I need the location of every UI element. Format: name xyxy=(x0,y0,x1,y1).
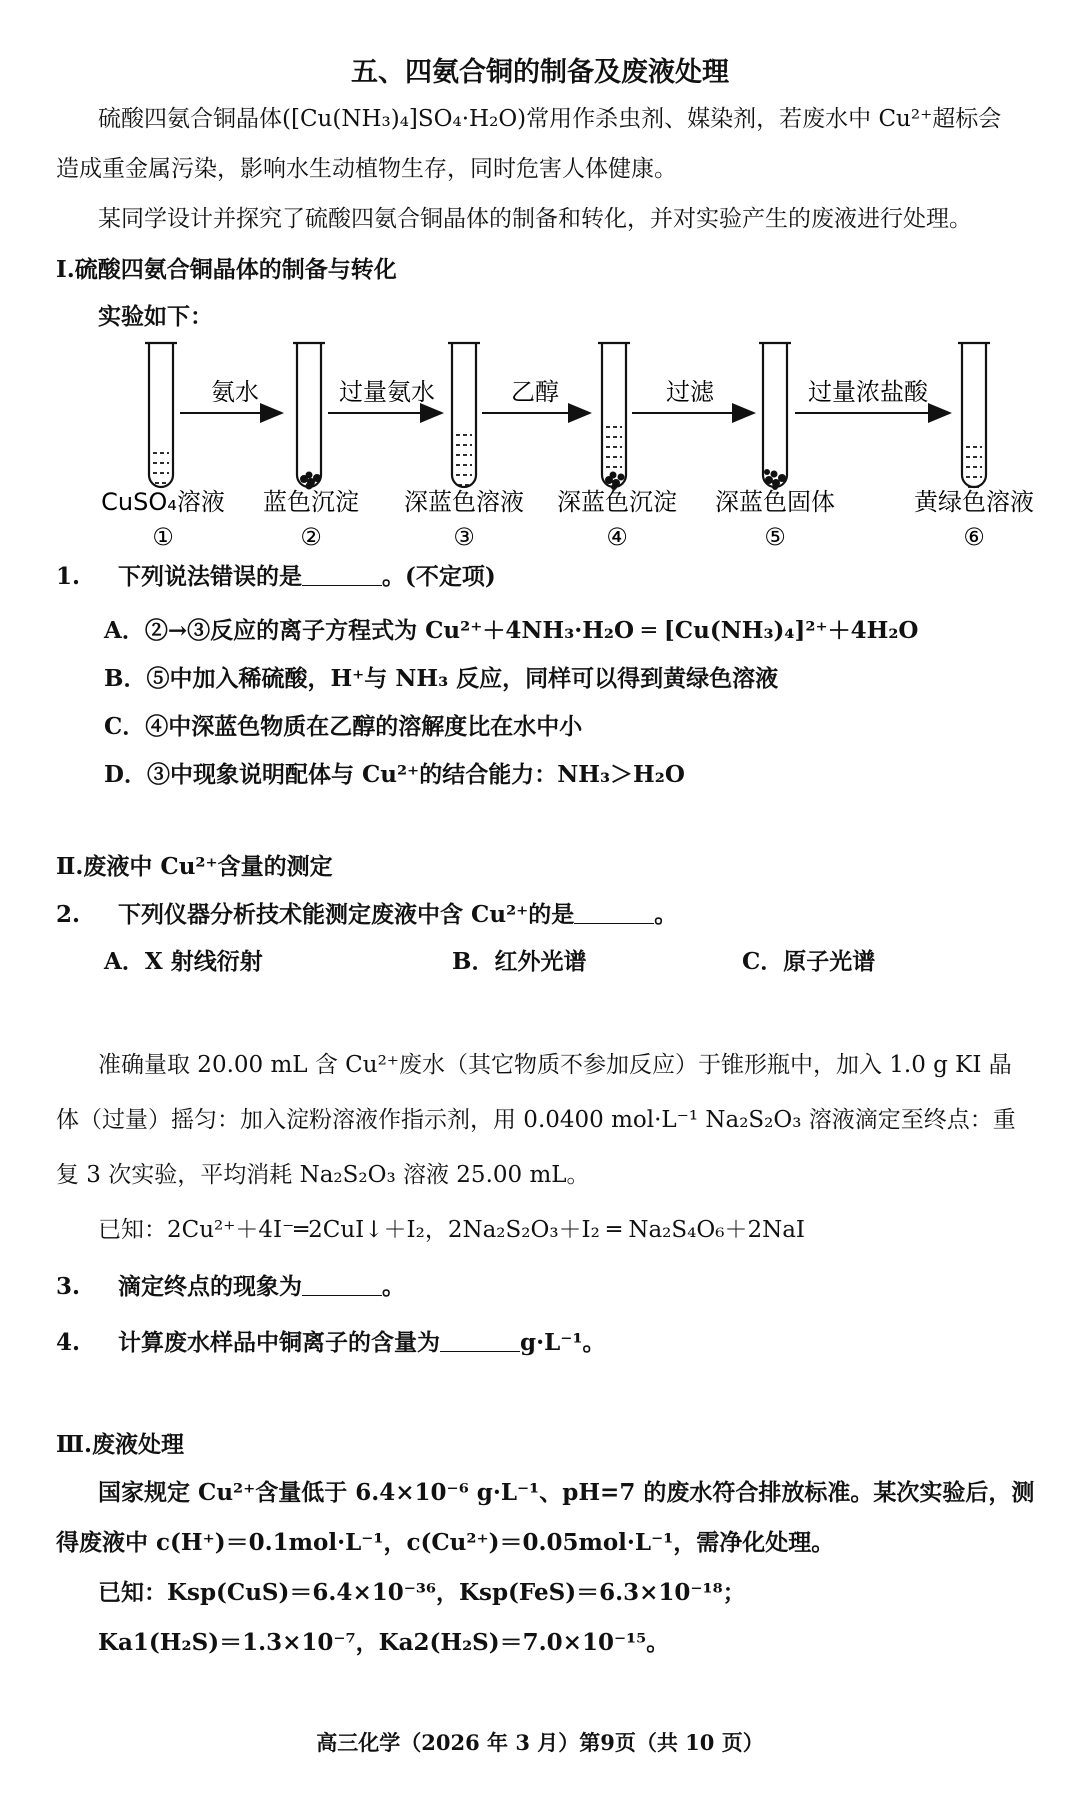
answer-blank-4[interactable] xyxy=(440,1329,520,1352)
tube-label-4: 深蓝色沉淀 xyxy=(557,488,677,516)
arrow-label-4: 过滤 xyxy=(666,378,714,406)
arrow-label-1: 氨水 xyxy=(211,378,259,406)
procedure-line-2: 体（过量）摇匀：加入淀粉溶液作指示剂，用 0.0400 mol·L⁻¹ Na₂S₂O₃ 溶液滴定至终点：重 xyxy=(56,1107,1016,1133)
tube-label-2: 蓝色沉淀 xyxy=(263,488,359,516)
procedure-line-1: 准确量取 20.00 mL 含 Cu²⁺废水（其它物质不参加反应）于锥形瓶中，加入 1.0 g KI 晶 xyxy=(98,1052,1012,1078)
arrow-label-5: 过量浓盐酸 xyxy=(808,378,928,406)
question-3-stem-end: 。 xyxy=(382,1273,406,1300)
tube-number-6: ⑥ xyxy=(963,523,985,551)
arrow-label-2: 过量氨水 xyxy=(339,378,435,406)
section-title: 五、四氨合铜的制备及废液处理 xyxy=(351,57,729,88)
experiment-label: 实验如下： xyxy=(98,303,213,330)
question-2-stem: 下列仪器分析技术能测定废液中含 Cu²⁺的是 xyxy=(118,901,575,928)
part1-heading: Ⅰ.硫酸四氨合铜晶体的制备与转化 xyxy=(56,256,397,283)
tube-label-1: CuSO₄溶液 xyxy=(101,488,225,516)
question-3 xyxy=(56,1272,405,1302)
procedure-known: 已知：2Cu²⁺＋4I⁻═2CuI↓＋I₂，2Na₂S₂O₃＋I₂ ═ Na₂S₄O₆＋2NaI xyxy=(98,1217,806,1243)
experiment-flow-diagram xyxy=(0,335,1080,555)
test-tube-1 xyxy=(145,343,177,487)
q1-option-a: A．②→③反应的离子方程式为 Cu²⁺＋4NH₃·H₂O ═ [Cu(NH₃)₄]²⁺＋4H₂O xyxy=(104,617,919,644)
arrow-label-3: 乙醇 xyxy=(511,378,559,406)
q1-option-b: B．⑤中加入稀硫酸，H⁺与 NH₃ 反应，同样可以得到黄绿色溶液 xyxy=(104,665,779,692)
question-2 xyxy=(56,900,677,930)
question-1-number: 1. xyxy=(56,563,81,590)
tube-number-1: ① xyxy=(152,523,174,551)
part3-known-1: 已知：Ksp(CuS)＝6.4×10⁻³⁶，Ksp(FeS)＝6.3×10⁻¹⁸； xyxy=(98,1579,746,1606)
question-4-stem-end: g·L⁻¹。 xyxy=(520,1329,606,1356)
part3-heading: Ⅲ.废液处理 xyxy=(56,1431,185,1458)
question-2-number: 2. xyxy=(56,901,81,928)
q1-option-c: C．④中深蓝色物质在乙醇的溶解度比在水中小 xyxy=(104,713,583,740)
tube-number-5: ⑤ xyxy=(764,523,786,551)
intro-line-3: 某同学设计并探究了硫酸四氨合铜晶体的制备和转化，并对实验产生的废液进行处理。 xyxy=(98,206,972,232)
q2-option-a: A．X 射线衍射 xyxy=(104,948,263,975)
tube-label-3: 深蓝色溶液 xyxy=(404,488,524,516)
tube-label-6: 黄绿色溶液 xyxy=(914,488,1034,516)
part3-line-2: 得废液中 c(H⁺)＝0.1mol·L⁻¹，c(Cu²⁺)＝0.05mol·L⁻¹，需净化处理。 xyxy=(56,1529,835,1556)
part3-line-1: 国家规定 Cu²⁺含量低于 6.4×10⁻⁶ g·L⁻¹、pH=7 的废水符合排放标准。某次实验后，测 xyxy=(98,1479,1035,1506)
tube-number-4: ④ xyxy=(606,523,628,551)
question-1 xyxy=(56,562,496,592)
test-tube-6 xyxy=(958,343,990,487)
question-4 xyxy=(56,1328,606,1358)
question-1-stem: 下列说法错误的是 xyxy=(118,563,303,590)
tube-number-2: ② xyxy=(300,523,322,551)
question-1-stem-end: 。(不定项) xyxy=(382,563,496,590)
q2-option-c: C．原子光谱 xyxy=(742,948,876,975)
question-4-stem: 计算废水样品中铜离子的含量为 xyxy=(118,1329,441,1356)
tube-label-5: 深蓝色固体 xyxy=(715,488,835,516)
question-3-stem: 滴定终点的现象为 xyxy=(118,1273,303,1300)
answer-blank-2[interactable] xyxy=(574,901,654,924)
part3-known-2: Ka1(H₂S)＝1.3×10⁻⁷，Ka2(H₂S)＝7.0×10⁻¹⁵。 xyxy=(98,1629,670,1656)
part2-heading: Ⅱ.废液中 Cu²⁺含量的测定 xyxy=(56,853,333,880)
test-tube-5 xyxy=(759,343,791,490)
q1-option-d: D．③中现象说明配体与 Cu²⁺的结合能力：NH₃＞H₂O xyxy=(104,761,685,788)
question-2-stem-end: 。 xyxy=(654,901,678,928)
intro-line-1: 硫酸四氨合铜晶体([Cu(NH₃)₄]SO₄·H₂O)常用作杀虫剂、媒染剂，若废水中 Cu²⁺超标会 xyxy=(98,106,1002,132)
question-3-number: 3. xyxy=(56,1273,81,1300)
procedure-line-3: 复 3 次实验，平均消耗 Na₂S₂O₃ 溶液 25.00 mL。 xyxy=(56,1162,590,1188)
q2-option-b: B．红外光谱 xyxy=(452,948,587,975)
intro-line-2: 造成重金属污染，影响水生动植物生存，同时危害人体健康。 xyxy=(56,156,677,182)
answer-blank-3[interactable] xyxy=(302,1273,382,1296)
page-footer: 高三化学（2026 年 3 月）第9页（共 10 页） xyxy=(316,1730,764,1755)
test-tube-2 xyxy=(293,343,325,490)
tube-number-3: ③ xyxy=(453,523,475,551)
question-4-number: 4. xyxy=(56,1329,81,1356)
answer-blank-1[interactable] xyxy=(302,563,382,586)
test-tube-3 xyxy=(448,343,480,487)
test-tube-4 xyxy=(598,343,630,490)
